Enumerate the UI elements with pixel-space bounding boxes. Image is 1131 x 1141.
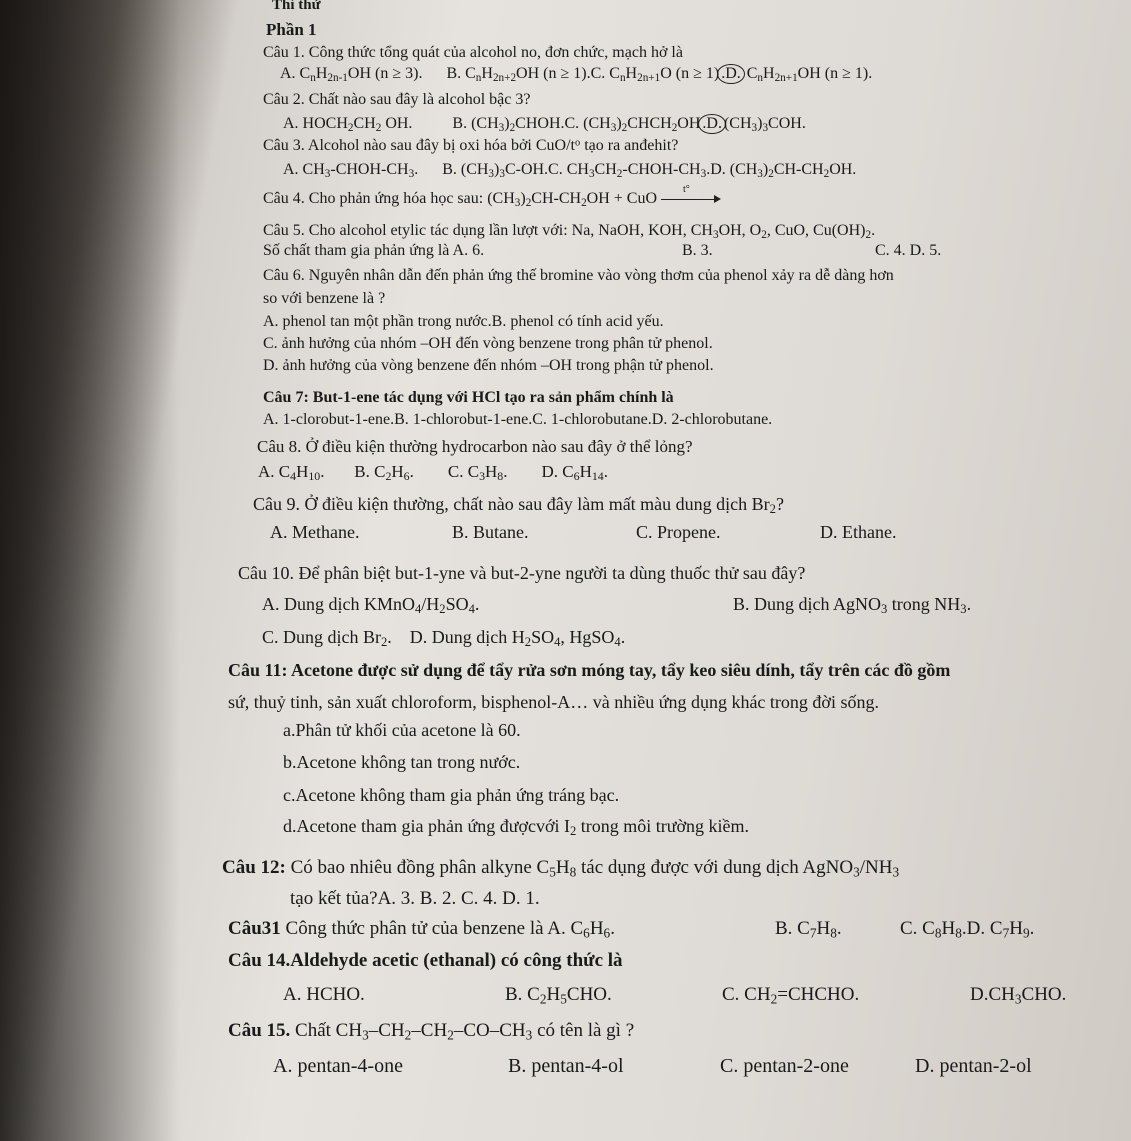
question-6-stem2: so với benzene là ? (263, 290, 386, 307)
question-15-option-c: C. pentan-2-one (720, 1055, 849, 1077)
question-5-option-b: B. 3. (682, 242, 713, 259)
question-1-options: A. $C_nH_{2n-1}OH$ (n ≥ 3). B. $C_nH_{2n+2}OH$ (n ≥ 1).C. $C_nH_{2n+1}O$ (n ≥ 1) .D. $C_nH_{2n+1}OH$ (n ≥ 1). (280, 65, 873, 84)
question-14-option-d: $D.CH_3CHO$. (970, 984, 1067, 1007)
question-10-option-a: A. Dung dịch $KMnO_4/H_2SO_4$. (262, 594, 480, 617)
question-6-option-d: D. ảnh hưởng của vòng benzene đến nhóm –OH trong phận tử phenol. (263, 357, 714, 374)
question-7-stem: Câu 7: But-1-ene tác dụng với HCl tạo ra sản phẩm chính là (263, 389, 674, 406)
question-2-options: A. $HOCH_2CH_2$ OH. B. $(CH_3)_2CHOH.C$. $(CH_3)_2CHCH_2OH$ .D. $(CH_3)_3COH$. (283, 115, 806, 134)
question-9-option-a: A. Methane. (270, 522, 360, 542)
question-10-option-b: B. Dung dịch AgNO$_3$ trong $NH_3$. (733, 594, 972, 617)
answer-circle: .D. (698, 114, 726, 134)
question-13-options-cd: C. $C_8H_8.D$. $C_7H_9$. (900, 918, 1035, 941)
question-11-statement-b: b.Acetone không tan trong nước. (283, 752, 521, 772)
question-11-stem: Câu 11: Acetone được sử dụng để tẩy rửa sơn móng tay, tẩy keo siêu dính, tẩy trên các đồ gồm (228, 660, 951, 680)
question-6-stem: Câu 6. Nguyên nhân dẫn đến phản ứng thế bromine vào vòng thơm của phenol xảy ra dễ dàng hơn (263, 267, 894, 284)
question-13-option-b: B. $C_7H_8$. (775, 918, 842, 941)
part-heading: Phần 1 (266, 20, 317, 39)
question-8-options: A. $C_4H_{10}$. B. $C_2H_6$. C. $C_3H_8$. D. $C_6H_{14}$. (258, 462, 608, 483)
exam-title: Thi thử (272, 0, 321, 13)
question-13-stem: Câu31 Công thức phân tử của benzene là A. $C_6H_6$. (228, 918, 615, 941)
question-14-option-a: A. HCHO. (283, 984, 365, 1005)
question-9-option-d: D. Ethane. (820, 522, 897, 542)
question-4-stem: Câu 4. Cho phản ứng hóa học sau: $(CH_3)_2CH-CH_2OH$ + CuO t° (263, 190, 721, 208)
question-3-stem: Câu 3. Alcohol nào sau đây bị oxi hóa bởi CuO/$t^o$ tạo ra anđehit? (263, 137, 679, 154)
question-9-option-b: B. Butane. (452, 522, 529, 542)
answer-circle: .D. (717, 64, 745, 84)
question-10-options-cd: C. Dung dịch $Br_2$. D. Dung dịch $H_2SO_4$, HgSO$_4$. (262, 627, 626, 650)
question-11-stem2: sứ, thuỷ tinh, sản xuất chloroform, bisphenol-A… và nhiều ứng dụng khác trong đời sống. (228, 692, 879, 712)
question-15-option-b: B. pentan-4-ol (508, 1055, 624, 1077)
question-12-stem: Câu 12: Có bao nhiêu đồng phân alkyne $C_5H_8$ tác dụng được với dung dịch $AgNO_3/NH_3$ (222, 857, 900, 880)
question-9-option-c: C. Propene. (636, 522, 721, 542)
question-7-options: A. 1-clorobut-1-ene.B. 1-chlorobut-1-ene.C. 1-chlorobutane.D. 2-chlorobutane. (263, 411, 773, 428)
question-9-stem: Câu 9. Ở điều kiện thường, chất nào sau đây làm mất màu dung dịch $Br_2$? (253, 494, 784, 517)
question-12-options: tạo kết tủa?A. 3. B. 2. C. 4. D. 1. (290, 888, 540, 909)
question-14-option-b: B. $C_2H_5CHO$. (505, 984, 612, 1007)
question-15-stem: Câu 15. Chất $CH_3-CH_2-CH_2-CO-CH_3$ có tên là gì ? (228, 1020, 635, 1043)
question-11-statement-a: a.Phân tử khối của acetone là 60. (283, 720, 521, 740)
reaction-arrow: t° (661, 194, 721, 204)
question-14-option-c: C. $CH_2=CHCHO$. (722, 984, 860, 1007)
question-5-stem: Câu 5. Cho alcohol etylic tác dụng lần lượt với: Na, NaOH, KOH, $CH_3OH$, $O_2$, CuO, $Cu(OH)_2$. (263, 222, 876, 241)
question-11-statement-c: c.Acetone không tham gia phản ứng tráng bạc. (283, 785, 620, 805)
question-3-options: A. $CH_3-CHOH-CH_3$. B. $(CH_3)_3C-OH.C$. $CH_3CH_2-CHOH-CH_3.D$. $(CH_3)_2CH-CH_2OH$. (283, 161, 857, 180)
question-8-stem: Câu 8. Ở điều kiện thường hydrocarbon nào sau đây ở thể lỏng? (257, 437, 693, 456)
question-5-line2: Số chất tham gia phản ứng là A. 6. (263, 242, 485, 259)
question-14-stem: Câu 14.Aldehyde acetic (ethanal) có công thức là (228, 950, 623, 971)
question-11-statement-d: d.Acetone tham gia phản ứng đượcvới $I_2$ trong môi trường kiềm. (283, 816, 750, 839)
question-10-stem: Câu 10. Để phân biệt but-1-yne và but-2-yne người ta dùng thuốc thử sau đây? (238, 563, 806, 583)
question-6-option-c: C. ảnh hưởng của nhóm –OH đến vòng benzene trong phân tử phenol. (263, 335, 713, 352)
question-15-option-d: D. pentan-2-ol (915, 1055, 1032, 1077)
question-6-options-ab: A. phenol tan một phần trong nước.B. phenol có tính acid yếu. (263, 313, 664, 330)
question-1-stem: Câu 1. Công thức tổng quát của alcohol no, đơn chức, mạch hở là (263, 44, 683, 61)
question-15-option-a: A. pentan-4-one (273, 1055, 403, 1077)
question-5-option-cd: C. 4. D. 5. (875, 242, 942, 259)
question-2-stem: Câu 2. Chất nào sau đây là alcohol bậc 3? (263, 91, 531, 108)
